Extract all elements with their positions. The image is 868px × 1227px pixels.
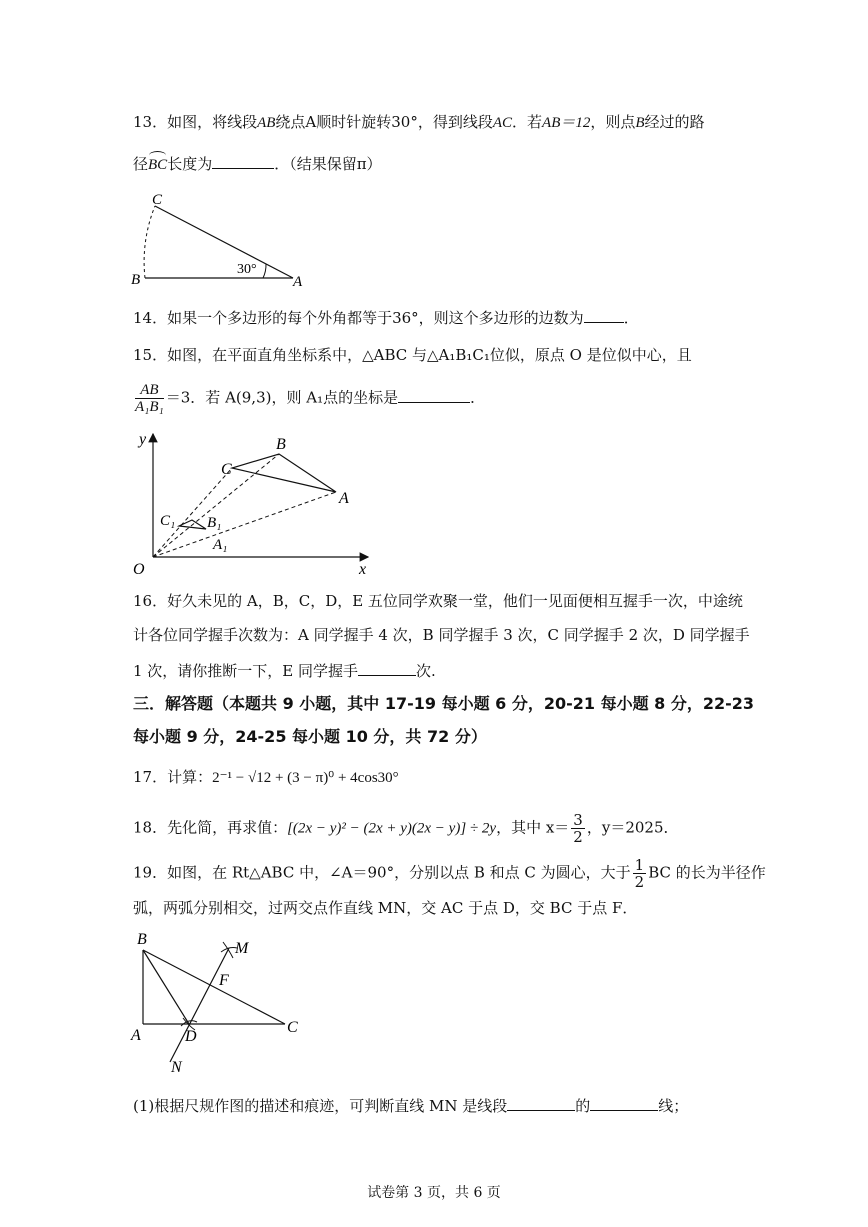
q13-point-b: B — [635, 115, 645, 131]
q19-label-b: B — [137, 931, 147, 948]
q15-triangle-abc — [232, 454, 336, 492]
q13-angle-mark — [263, 264, 266, 278]
q15-line1 — [133, 345, 692, 365]
q16-text: 16．好久未见的 A，B，C，D，E 五位同学欢聚一堂，他们一见面便相互握手一次，中途统 — [133, 592, 743, 610]
q13-line1 — [133, 112, 705, 133]
q13-text: ．（结果保留π） — [274, 155, 382, 173]
q15-label-b: B — [276, 436, 286, 453]
q19-text: 弧，两弧分别相交，过两交点作直线 MN，交 AC 于点 D，交 BC 于点 F． — [133, 899, 638, 917]
q19-label-d: D — [185, 1028, 197, 1045]
q13-line2 — [133, 152, 382, 175]
q15-label-o: O — [133, 561, 145, 578]
q13-text: 13．如图，将线段 — [133, 113, 258, 131]
q19-half-fraction — [633, 857, 647, 890]
section3-heading-line1 — [133, 694, 754, 714]
q19-line2 — [133, 898, 637, 918]
q15-label-c1: C₁ — [160, 513, 176, 529]
q14-line — [133, 306, 639, 328]
q19-sub1-blank-1[interactable] — [507, 1094, 575, 1111]
q13-arc-bc: BC — [148, 157, 168, 173]
q18-frac-den: 2 — [573, 828, 583, 846]
q15-label-x: x — [359, 561, 367, 578]
q19-label-f: F — [219, 972, 229, 989]
q19-sub1-text: (1)根据尺规作图的描述和痕迹，可判断直线 MN 是线段 — [133, 1097, 508, 1115]
q18-x-fraction — [571, 812, 585, 845]
q13-label-a: A — [293, 274, 303, 288]
q19-line-mn — [170, 948, 229, 1062]
q19-text: BC 的长为半径作 — [648, 863, 766, 882]
q16-answer-blank[interactable] — [358, 659, 416, 676]
q19-sub1-line — [133, 1094, 688, 1116]
q15-frac-num: AB — [135, 382, 164, 399]
q13-text: 径 — [133, 155, 149, 173]
q13-segment-ca — [155, 206, 293, 278]
q15-text: 15．如图，在平面直角坐标系中，△ABC 与△A₁B₁C₁位似，原点 O 是位似中心，且 — [133, 346, 692, 364]
q19-segment-bc — [143, 950, 285, 1024]
q18-frac-num: 3 — [573, 811, 583, 829]
q15-text: ． — [470, 388, 486, 407]
q13-figure — [125, 188, 315, 288]
q15-label-y: y — [139, 431, 147, 448]
q19-frac-den: 2 — [634, 873, 645, 891]
q19-label-m: M — [235, 940, 249, 957]
q19-sub1-text: 的 — [575, 1097, 591, 1115]
section3-heading-text: 三．解答题（本题共 9 小题，其中 17-19 每小题 6 分，20-21 每小题 8 分，22-23 — [133, 694, 755, 713]
q15-label-a1: A₁ — [213, 537, 228, 553]
q13-label-c: C — [152, 192, 163, 208]
q16-line3 — [133, 659, 436, 681]
q19-label-n: N — [171, 1059, 182, 1076]
q19-segment-bd — [143, 950, 189, 1024]
q13-seg-ac: AC — [492, 115, 513, 131]
q15-frac-den: A₁B₁ — [135, 399, 164, 415]
q14-text: ． — [623, 309, 639, 327]
q15-label-b1: B₁ — [207, 515, 222, 531]
q16-line2 — [133, 625, 750, 645]
q13-text: 绕点A顺时针旋转30°，得到线段 — [275, 113, 493, 131]
q16-text: 计各位同学握手次数为：A 同学握手 4 次，B 同学握手 3 次，C 同学握手 2 次，D 同学握手 — [133, 626, 750, 644]
q15-figure — [125, 428, 380, 578]
q18-line — [133, 812, 679, 845]
q13-label-b: B — [131, 272, 141, 288]
q17-line — [133, 767, 399, 788]
q19-sub1-blank-2[interactable] — [590, 1094, 658, 1111]
q16-line1 — [133, 591, 743, 611]
section3-heading-text: 每小题 9 分，24-25 每小题 10 分，共 72 分） — [133, 727, 487, 746]
q15-label-a: A — [339, 490, 349, 507]
q18-text: ，其中 x＝ — [496, 818, 570, 837]
q15-text: ＝3．若 A(9,3)，则 A₁点的坐标是 — [165, 388, 399, 407]
q13-text: ，则点 — [590, 113, 636, 131]
q13-text: ．若 — [512, 113, 543, 131]
q18-text: ，y＝2025． — [586, 818, 679, 837]
q15-line2 — [133, 382, 485, 415]
q19-line1 — [133, 857, 766, 890]
q15-label-c: C — [221, 461, 232, 478]
q19-label-a: A — [131, 1027, 141, 1044]
q19-label-c: C — [287, 1019, 298, 1036]
q19-sub1-text: 线； — [658, 1097, 689, 1115]
page-footer: 试卷第 3 页，共 6 页 — [367, 1185, 501, 1201]
q13-text: 长度为 — [167, 155, 213, 173]
q17-text: 17．计算： — [133, 768, 213, 786]
q13-eq: AB＝12 — [542, 115, 591, 131]
q13-label-angle: 30° — [237, 262, 257, 277]
q13-answer-blank[interactable] — [212, 152, 274, 169]
q14-text: 14．如果一个多边形的每个外角都等于36°，则这个多边形的边数为 — [133, 309, 584, 327]
q18-text: 18．先化简，再求值： — [133, 818, 288, 837]
q15-fraction — [135, 382, 164, 415]
q19-figure — [125, 928, 315, 1076]
section3-heading-line2 — [133, 727, 487, 747]
q16-text: 次. — [416, 662, 436, 680]
q13-seg-ab: AB — [257, 115, 276, 131]
q18-expression: [(2x − y)² − (2x + y)(2x − y)] ÷ 2y — [287, 820, 497, 837]
q15-answer-blank[interactable] — [398, 386, 470, 403]
q16-text: 1 次，请你推断一下，E 同学握手 — [133, 662, 359, 680]
q13-arc — [144, 206, 155, 278]
q19-text: 19．如图，在 Rt△ABC 中，∠A＝90°，分别以点 B 和点 C 为圆心，大于 — [133, 863, 631, 882]
q15-ray-oa — [153, 492, 336, 557]
q14-answer-blank[interactable] — [584, 306, 624, 323]
q19-frac-num: 1 — [634, 856, 645, 874]
q17-expression: 2⁻¹ − √12 + (3 − π)⁰ + 4cos30° — [212, 770, 399, 786]
q13-text: 经过的路 — [644, 113, 705, 131]
